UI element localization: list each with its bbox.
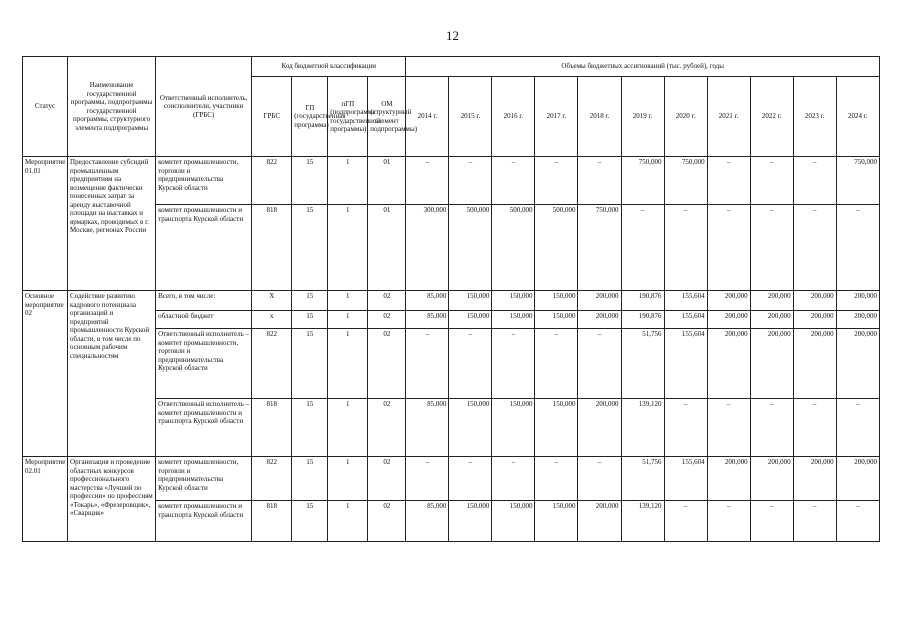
value-cell: 200,000 [707, 291, 750, 311]
header-executor: Ответственный исполнитель, соисполнители, участники (ГРБС) [156, 57, 252, 157]
value-cell: 200,000 [836, 329, 879, 399]
value-cell: – [578, 329, 621, 399]
value-cell: – [664, 205, 707, 291]
value-cell: 200,000 [836, 457, 879, 501]
header-year: 2021 г. [707, 77, 750, 157]
gp-cell: 15 [292, 457, 328, 501]
gp-cell: 15 [292, 205, 328, 291]
header-year: 2022 г. [750, 77, 793, 157]
value-cell: – [406, 157, 449, 205]
value-cell: 200,000 [578, 291, 621, 311]
table-row [23, 157, 880, 205]
section-status: Мероприятие 01.01 [23, 157, 68, 291]
value-cell: 150,000 [535, 291, 578, 311]
grbs-cell: 822 [252, 329, 292, 399]
header-grbs: ГРБС [252, 77, 292, 157]
header-year: 2019 г. [621, 77, 664, 157]
grbs-cell: 822 [252, 157, 292, 205]
om-cell: 01 [368, 157, 406, 205]
header-pgp: пГП (подпрограмма государственной программы) [328, 77, 368, 157]
value-cell: 200,000 [578, 501, 621, 542]
value-cell: 150,000 [492, 311, 535, 329]
executor-cell: комитет промышленности и транспорта Курской области [156, 501, 252, 542]
header-gp: ГП (государственная программа) [292, 77, 328, 157]
value-cell: 200,000 [793, 329, 836, 399]
value-cell: 150,000 [535, 501, 578, 542]
pgp-cell: 1 [328, 329, 368, 399]
header-name: Наименование государственной программы, подпрограммы государственной программы, структурного элемента подпрограммы [68, 57, 156, 157]
value-cell: 500,000 [449, 205, 492, 291]
header-year: 2016 г. [492, 77, 535, 157]
value-cell: – [707, 157, 750, 205]
value-cell: 750,000 [578, 205, 621, 291]
header-volumes: Объемы бюджетных ассигнований (тыс. рублей), годы [406, 57, 880, 77]
value-cell: 150,000 [535, 311, 578, 329]
pgp-cell: 1 [328, 501, 368, 542]
value-cell: 85,000 [406, 291, 449, 311]
executor-cell: Ответственный исполнитель – комитет промышленности и транспорта Курской области [156, 399, 252, 457]
value-cell: 300,000 [406, 205, 449, 291]
header-status: Статус [23, 57, 68, 157]
value-cell: 150,000 [449, 311, 492, 329]
value-cell: – [793, 399, 836, 457]
value-cell: – [750, 399, 793, 457]
value-cell: – [621, 205, 664, 291]
header-row-1 [23, 57, 880, 77]
gp-cell: 15 [292, 291, 328, 311]
value-cell: 51,756 [621, 457, 664, 501]
value-cell: 200,000 [793, 311, 836, 329]
value-cell: 150,000 [492, 501, 535, 542]
section-name: Предоставление субсидий промышленным предприятиям на возмещение фактически понесенных затрат за аренду выставочной площади на выставках и ярмарках, проводимых в г. Москве, регионах России [68, 157, 156, 291]
header-year: 2015 г. [449, 77, 492, 157]
value-cell: – [406, 329, 449, 399]
gp-cell: 15 [292, 399, 328, 457]
value-cell: 85,000 [406, 311, 449, 329]
value-cell: 200,000 [707, 457, 750, 501]
gp-cell: 15 [292, 157, 328, 205]
value-cell: 200,000 [836, 291, 879, 311]
table-row [23, 291, 880, 311]
gp-cell: 15 [292, 311, 328, 329]
grbs-cell: 822 [252, 457, 292, 501]
value-cell: 500,000 [492, 205, 535, 291]
header-year: 2014 г. [406, 77, 449, 157]
value-cell: 155,604 [664, 311, 707, 329]
value-cell: – [449, 157, 492, 205]
value-cell: – [707, 399, 750, 457]
executor-cell: комитет промышленности и транспорта Курской области [156, 205, 252, 291]
value-cell: 150,000 [449, 399, 492, 457]
value-cell: – [535, 329, 578, 399]
value-cell: 190,876 [621, 311, 664, 329]
value-cell: – [707, 501, 750, 542]
value-cell: 150,000 [492, 291, 535, 311]
value-cell: – [492, 457, 535, 501]
value-cell: – [836, 501, 879, 542]
value-cell: – [535, 157, 578, 205]
section-name: Организация и проведение областных конкурсов профессионального мастерства «Лучший по профессии» по профессиям «Токарь», «Фрезеровщик», «Сварщик» [68, 457, 156, 542]
header-year: 2023 г. [793, 77, 836, 157]
section-status: Основное мероприятие 02 [23, 291, 68, 457]
value-cell: 85,000 [406, 399, 449, 457]
value-cell: 155,604 [664, 329, 707, 399]
header-year: 2018 г. [578, 77, 621, 157]
budget-body [23, 157, 880, 542]
value-cell: 200,000 [578, 399, 621, 457]
executor-cell: областной бюджет [156, 311, 252, 329]
value-cell: 150,000 [449, 501, 492, 542]
value-cell: – [707, 205, 750, 291]
om-cell: 02 [368, 399, 406, 457]
value-cell: – [793, 157, 836, 205]
value-cell: 750,000 [664, 157, 707, 205]
value-cell: – [406, 457, 449, 501]
grbs-cell: 818 [252, 399, 292, 457]
pgp-cell: 1 [328, 457, 368, 501]
value-cell: 200,000 [750, 457, 793, 501]
value-cell: – [836, 205, 879, 291]
value-cell: 150,000 [449, 291, 492, 311]
value-cell: 200,000 [707, 311, 750, 329]
value-cell: – [750, 205, 793, 291]
value-cell: 155,604 [664, 457, 707, 501]
value-cell: – [492, 157, 535, 205]
value-cell: – [664, 399, 707, 457]
value-cell: – [664, 501, 707, 542]
grbs-cell: 818 [252, 501, 292, 542]
grbs-cell: х [252, 311, 292, 329]
header-year: 2020 г. [664, 77, 707, 157]
om-cell: 02 [368, 501, 406, 542]
pgp-cell: 1 [328, 399, 368, 457]
value-cell: 200,000 [750, 311, 793, 329]
budget-table [22, 56, 880, 542]
value-cell: – [836, 399, 879, 457]
pgp-cell: 1 [328, 311, 368, 329]
pgp-cell: 1 [328, 291, 368, 311]
value-cell: – [578, 157, 621, 205]
value-cell: 190,876 [621, 291, 664, 311]
value-cell: 51,756 [621, 329, 664, 399]
value-cell: 139,120 [621, 399, 664, 457]
executor-cell: Ответственный исполнитель – комитет промышленности, торговли и предпринимательства Курской области [156, 329, 252, 399]
value-cell: 500,000 [535, 205, 578, 291]
om-cell: 01 [368, 205, 406, 291]
gp-cell: 15 [292, 501, 328, 542]
om-cell: 02 [368, 291, 406, 311]
value-cell: 200,000 [750, 329, 793, 399]
header-year: 2017 г. [535, 77, 578, 157]
value-cell: 200,000 [750, 291, 793, 311]
section-status: Мероприятие 02.01 [23, 457, 68, 542]
executor-cell: Всего, в том числе: [156, 291, 252, 311]
pgp-cell: 1 [328, 157, 368, 205]
om-cell: 02 [368, 457, 406, 501]
gp-cell: 15 [292, 329, 328, 399]
value-cell: – [793, 205, 836, 291]
value-cell: – [449, 329, 492, 399]
header-om: ОМ (структурный элемент подпрограммы) [368, 77, 406, 157]
table-row [23, 457, 880, 501]
header-bcc: Код бюджетной классификации [252, 57, 406, 77]
value-cell: 200,000 [793, 291, 836, 311]
value-cell: 200,000 [793, 457, 836, 501]
page-number: 12 [446, 28, 459, 43]
value-cell: 150,000 [535, 399, 578, 457]
value-cell: – [578, 457, 621, 501]
value-cell: – [750, 501, 793, 542]
om-cell: 02 [368, 329, 406, 399]
value-cell: – [535, 457, 578, 501]
value-cell: – [492, 329, 535, 399]
value-cell: – [793, 501, 836, 542]
pgp-cell: 1 [328, 205, 368, 291]
value-cell: 139,120 [621, 501, 664, 542]
grbs-cell: 818 [252, 205, 292, 291]
value-cell: – [449, 457, 492, 501]
executor-cell: комитет промышленности, торговли и предпринимательства Курской области [156, 457, 252, 501]
grbs-cell: Х [252, 291, 292, 311]
value-cell: 200,000 [578, 311, 621, 329]
value-cell: 200,000 [707, 329, 750, 399]
value-cell: 750,000 [836, 157, 879, 205]
section-name: Содействие развитию кадрового потенциала организаций и предприятий промышленности Курской области, в том числе по основным рабочим специальностям [68, 291, 156, 457]
value-cell: 155,604 [664, 291, 707, 311]
executor-cell: комитет промышленности, торговли и предпринимательства Курской области [156, 157, 252, 205]
header-year: 2024 г. [836, 77, 879, 157]
value-cell: 85,000 [406, 501, 449, 542]
value-cell: 750,000 [621, 157, 664, 205]
om-cell: 02 [368, 311, 406, 329]
value-cell: 150,000 [492, 399, 535, 457]
value-cell: 200,000 [836, 311, 879, 329]
value-cell: – [750, 157, 793, 205]
